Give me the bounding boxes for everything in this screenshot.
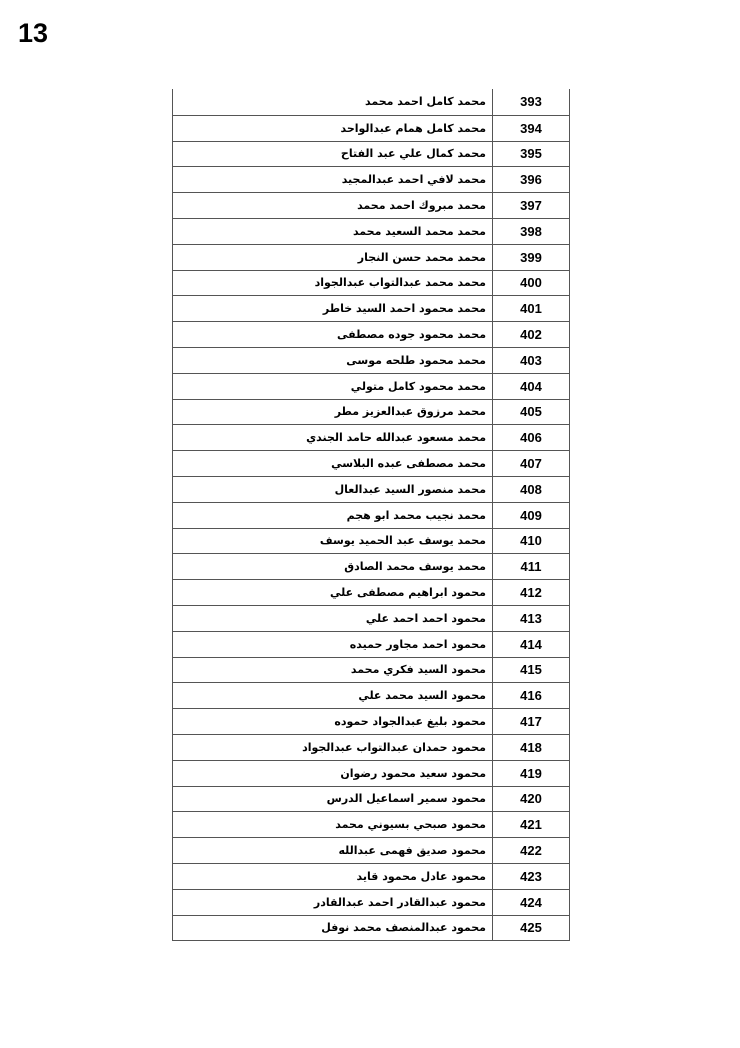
number-cell: 407 <box>520 456 542 472</box>
name-cell: محمد مرزوق عبدالعزيز مطر <box>173 400 493 425</box>
table-row <box>173 166 569 192</box>
table-row <box>173 528 569 554</box>
table-row <box>173 502 569 528</box>
name-cell: محمد كامل همام عبدالواحد <box>173 116 493 141</box>
table-row <box>173 244 569 270</box>
table-row <box>173 657 569 683</box>
name-cell: محمد لافي احمد عبدالمجيد <box>173 167 493 192</box>
number-cell: 417 <box>520 714 542 730</box>
number-cell: 396 <box>520 172 542 188</box>
name-cell: محمود صبحي بسيوني محمد <box>173 812 493 837</box>
table-row <box>173 295 569 321</box>
name-cell: محمد مبروك احمد محمد <box>173 193 493 218</box>
table-row <box>173 605 569 631</box>
table-row <box>173 399 569 425</box>
number-cell: 402 <box>520 327 542 343</box>
name-cell: محمد منصور السيد عبدالعال <box>173 477 493 502</box>
table-row <box>173 218 569 244</box>
table-row <box>173 760 569 786</box>
name-cell: محمود احمد احمد علي <box>173 606 493 631</box>
number-cell: 423 <box>520 868 542 884</box>
table-row <box>173 811 569 837</box>
number-cell: 420 <box>520 791 542 807</box>
table-row <box>173 192 569 218</box>
name-cell: محمد كامل احمد محمد <box>173 89 493 115</box>
table-row <box>173 863 569 889</box>
name-cell: محمود احمد مجاور حميده <box>173 632 493 657</box>
name-cell: محمود عادل محمود قايد <box>173 864 493 889</box>
name-cell: محمد يوسف محمد الصادق <box>173 554 493 579</box>
table-row <box>173 141 569 167</box>
name-cell: محمد محمود احمد السيد خاطر <box>173 296 493 321</box>
table-row <box>173 837 569 863</box>
name-cell: محمود ابراهيم مصطفى علي <box>173 580 493 605</box>
name-cell: محمود السيد فكري محمد <box>173 658 493 683</box>
number-cell: 414 <box>520 636 542 652</box>
number-cell: 413 <box>520 610 542 626</box>
number-cell: 409 <box>520 507 542 523</box>
name-cell: محمد محمد السعيد محمد <box>173 219 493 244</box>
table-row <box>173 708 569 734</box>
name-cell: محمود بليغ عبدالجواد حموده <box>173 709 493 734</box>
number-cell: 403 <box>520 352 542 368</box>
number-cell: 405 <box>520 404 542 420</box>
page-number: 13 <box>18 18 49 48</box>
table-row <box>173 682 569 708</box>
table-row <box>173 373 569 399</box>
number-cell: 419 <box>520 765 542 781</box>
number-cell: 398 <box>520 223 542 239</box>
table-row <box>173 347 569 373</box>
table-row <box>173 115 569 141</box>
name-cell: محمود عبدالمنصف محمد نوفل <box>173 916 493 941</box>
number-cell: 410 <box>520 533 542 549</box>
table-row <box>173 476 569 502</box>
table-row <box>173 270 569 296</box>
number-cell: 411 <box>520 559 542 575</box>
number-cell: 401 <box>520 301 542 317</box>
name-cell: محمود سمير اسماعيل الدرس <box>173 787 493 812</box>
table-row <box>173 915 569 941</box>
name-cell: محمد يوسف عبد الحميد يوسف <box>173 529 493 554</box>
number-cell: 415 <box>520 662 542 678</box>
name-cell: محمد محمود جوده مصطفى <box>173 322 493 347</box>
number-cell: 424 <box>520 894 542 910</box>
name-cell: محمد مسعود عبدالله حامد الجندي <box>173 425 493 450</box>
table-row <box>173 786 569 812</box>
number-cell: 404 <box>520 378 542 394</box>
name-cell: محمود سعيد محمود رضوان <box>173 761 493 786</box>
table-row <box>173 631 569 657</box>
number-cell: 421 <box>520 817 542 833</box>
number-cell: 395 <box>520 146 542 162</box>
name-cell: محمود السيد محمد علي <box>173 683 493 708</box>
number-cell: 399 <box>520 249 542 265</box>
number-cell: 393 <box>520 94 542 110</box>
number-cell: 422 <box>520 843 542 858</box>
number-cell: 397 <box>520 198 542 214</box>
name-cell: محمد نجيب محمد ابو هجم <box>173 503 493 528</box>
name-cell: محمود عبدالقادر احمد عبدالقادر <box>173 890 493 915</box>
table-row <box>173 321 569 347</box>
table-row <box>173 889 569 915</box>
name-cell: محمد محمود طلحه موسى <box>173 348 493 373</box>
table-row <box>173 89 569 115</box>
name-cell: محمد محمد عبدالتواب عبدالجواد <box>173 271 493 296</box>
name-cell: محمد محمود كامل متولي <box>173 374 493 399</box>
number-cell: 425 <box>520 920 542 936</box>
number-cell: 418 <box>520 739 542 755</box>
names-table <box>172 89 570 941</box>
table-row <box>173 424 569 450</box>
name-cell: محمد محمد حسن النجار <box>173 245 493 270</box>
name-cell: محمد مصطفى عبده البلاسي <box>173 451 493 476</box>
table-row <box>173 734 569 760</box>
number-cell: 400 <box>520 275 542 291</box>
number-cell: 412 <box>520 585 542 601</box>
number-cell: 406 <box>520 430 542 446</box>
number-cell: 408 <box>520 481 542 497</box>
name-cell: محمد كمال علي عبد الفتاح <box>173 142 493 167</box>
name-cell: محمود صديق فهمى عبدالله <box>173 838 493 863</box>
table-row <box>173 579 569 605</box>
table-row <box>173 553 569 579</box>
name-cell: محمود حمدان عبدالتواب عبدالجواد <box>173 735 493 760</box>
number-cell: 394 <box>520 120 542 136</box>
table-row <box>173 450 569 476</box>
number-cell: 416 <box>520 688 542 704</box>
